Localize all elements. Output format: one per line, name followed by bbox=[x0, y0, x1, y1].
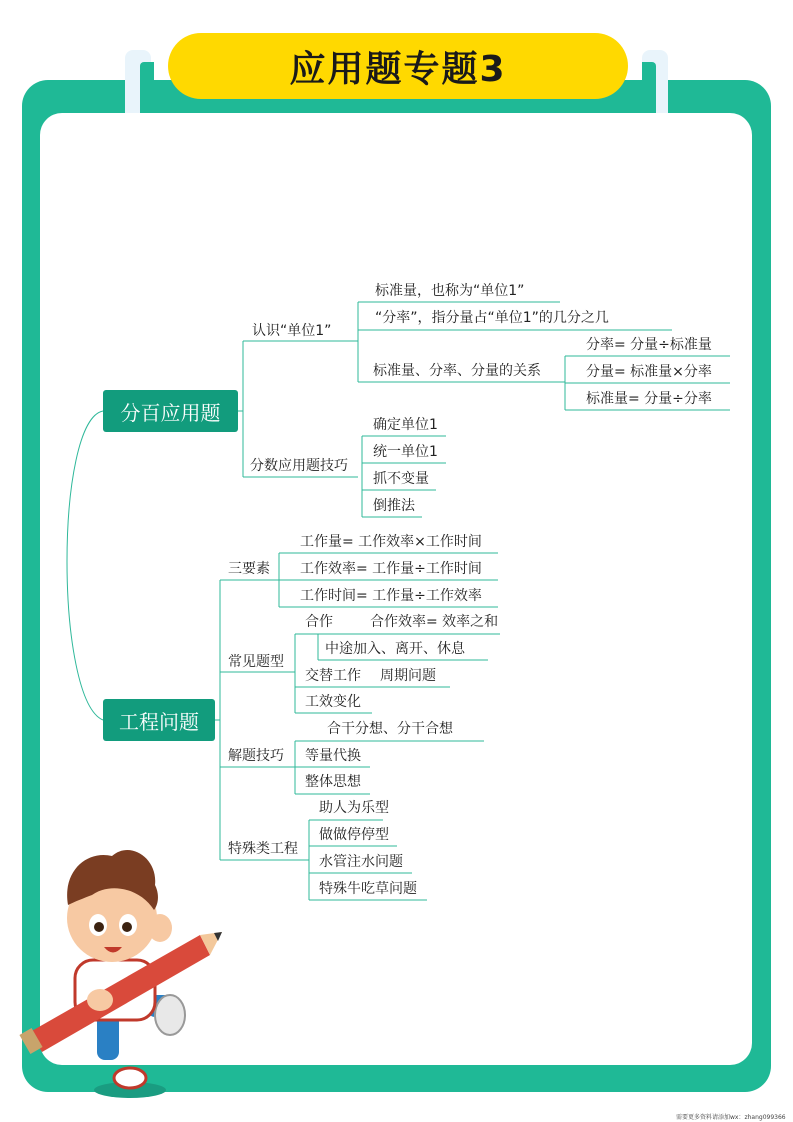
footer-note: 需要更多资料请添加wx：zhang099366 bbox=[676, 1114, 786, 1121]
node-alternate-detail: 周期问题 bbox=[380, 668, 436, 684]
node-common-types: 常见题型 bbox=[228, 654, 284, 670]
node-skill-2: 统一单位1 bbox=[373, 444, 438, 460]
root-node-fraction: 分百应用题 bbox=[103, 390, 238, 432]
node-element-3: 工作时间= 工作量÷工作效率 bbox=[300, 588, 482, 604]
node-three-elements: 三要素 bbox=[228, 561, 270, 577]
node-skill-1: 确定单位1 bbox=[373, 417, 438, 433]
node-special: 特殊类工程 bbox=[228, 841, 298, 857]
node-coop-detail: 合作效率= 效率之和 bbox=[370, 614, 499, 630]
node-special-4: 特殊牛吃草问题 bbox=[319, 881, 417, 897]
node-special-1: 助人为乐型 bbox=[319, 800, 389, 816]
node-technique-combine: 合干分想、分干合想 bbox=[327, 721, 453, 737]
node-fraction-rate: “分率”，指分量占“单位1”的几分之几 bbox=[375, 310, 609, 326]
node-coop-sub: 中途加入、离开、休息 bbox=[325, 641, 465, 657]
node-coop: 合作 bbox=[305, 614, 333, 630]
root-connector bbox=[67, 411, 103, 720]
node-skill-3: 抓不变量 bbox=[373, 471, 429, 487]
node-skill-4: 倒推法 bbox=[373, 498, 415, 514]
node-efficiency-change: 工效变化 bbox=[305, 694, 361, 710]
node-fraction-skills: 分数应用题技巧 bbox=[250, 458, 348, 474]
node-technique-whole: 整体思想 bbox=[305, 774, 361, 790]
node-special-2: 做做停停型 bbox=[319, 827, 389, 843]
node-relation: 标准量、分率、分量的关系 bbox=[373, 363, 541, 379]
node-element-2: 工作效率= 工作量÷工作时间 bbox=[300, 561, 482, 577]
page-title: 应用题专题3 bbox=[289, 48, 507, 90]
node-alternate: 交替工作 bbox=[305, 668, 361, 684]
node-special-3: 水管注水问题 bbox=[319, 854, 403, 870]
root-node-work: 工程问题 bbox=[103, 699, 215, 741]
node-element-1: 工作量= 工作效率×工作时间 bbox=[300, 534, 482, 550]
node-standard-quantity: 标准量，也称为“单位1” bbox=[375, 283, 525, 299]
node-unit-one: 认识“单位1” bbox=[252, 323, 332, 339]
node-technique-equiv: 等量代换 bbox=[305, 748, 361, 764]
cartoon-boy-illustration bbox=[19, 850, 222, 1098]
node-techniques: 解题技巧 bbox=[228, 748, 284, 764]
node-relation-1: 分率= 分量÷标准量 bbox=[586, 337, 712, 353]
node-relation-3: 标准量= 分量÷分率 bbox=[586, 391, 712, 407]
node-relation-2: 分量= 标准量×分率 bbox=[586, 364, 712, 380]
